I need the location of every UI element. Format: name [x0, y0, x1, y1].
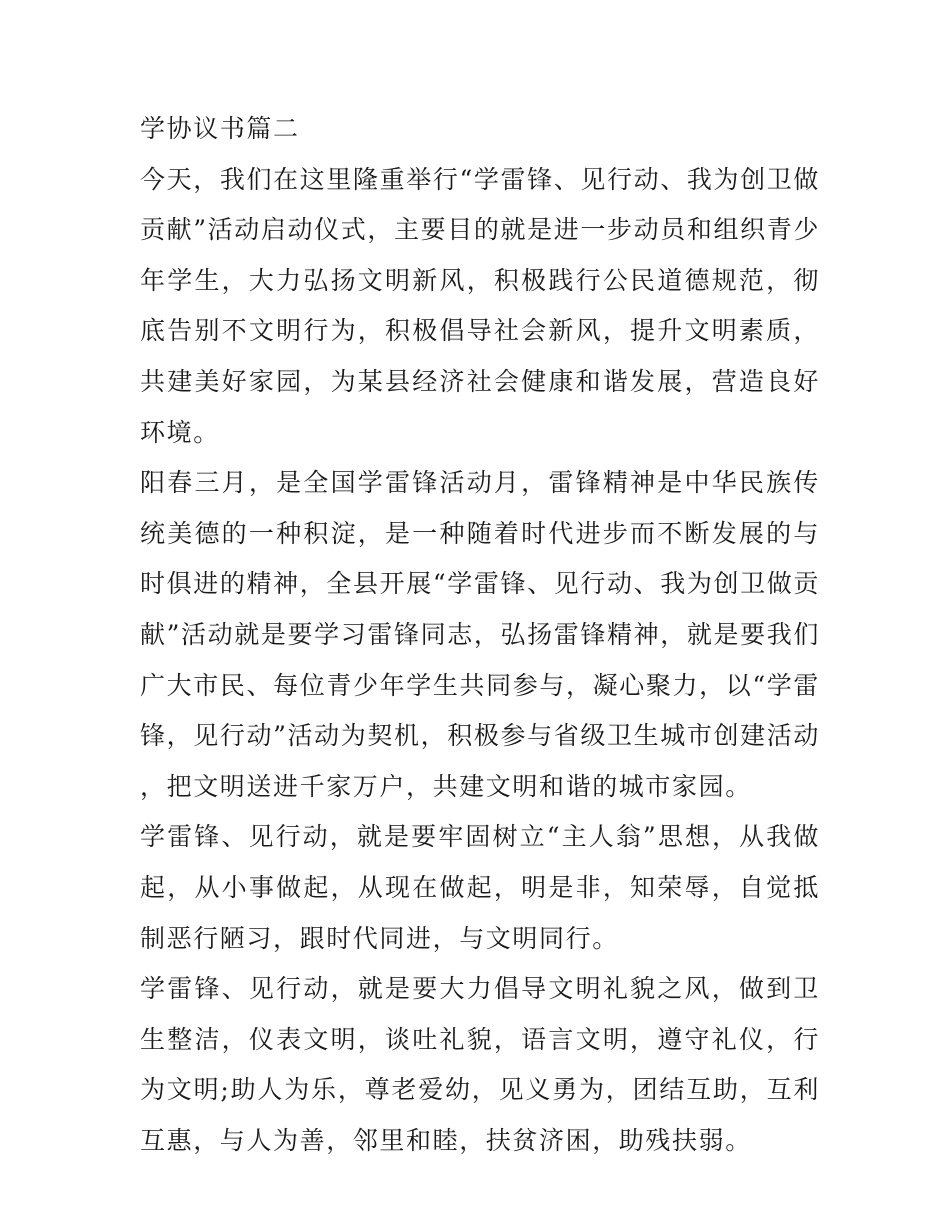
document-title: 学协议书篇二: [140, 114, 300, 143]
paragraph-ownership: 学雷锋、见行动，就是要牢固树立“主人翁”思想，从我做起，从小事做起，从现在做起，明是非，知荣辱，自觉抵制恶行陋习，跟时代同进，与文明同行。: [140, 822, 820, 953]
paragraph-march: 阳春三月，是全国学雷锋活动月，雷锋精神是中华民族传统美德的一种积淀，是一种随着时代进步而不断发展的与时俱进的精神，全县开展“学雷锋、见行动、我为创卫做贡献”活动就是要学习雷锋同志，弘扬雷锋精神，就是要我们广大市民、每位青少年学生共同参与，凝心聚力，以“学雷锋，见行动”活动为契机，积极参与省级卫生城市创建活动，把文明送进千家万户，共建文明和谐的城市家园。: [140, 468, 820, 801]
document-body: [140, 104, 820, 1166]
paragraph-courtesy: 学雷锋、见行动，就是要大力倡导文明礼貌之风，做到卫生整洁，仪表文明，谈吐礼貌，语言文明，遵守礼仪，行为文明;助人为乐，尊老爱幼，见义勇为，团结互助，互利互惠，与人为善，邻里和睦，扶贫济困，助残扶弱。: [140, 974, 820, 1155]
paragraph-opening: 今天，我们在这里隆重举行“学雷锋、见行动、我为创卫做贡献”活动启动仪式，主要目的就是进一步动员和组织青少年学生，大力弘扬文明新风，积极践行公民道德规范，彻底告别不文明行为，积极倡导社会新风，提升文明素质，共建美好家园，为某县经济社会健康和谐发展，营造良好环境。: [140, 164, 820, 447]
